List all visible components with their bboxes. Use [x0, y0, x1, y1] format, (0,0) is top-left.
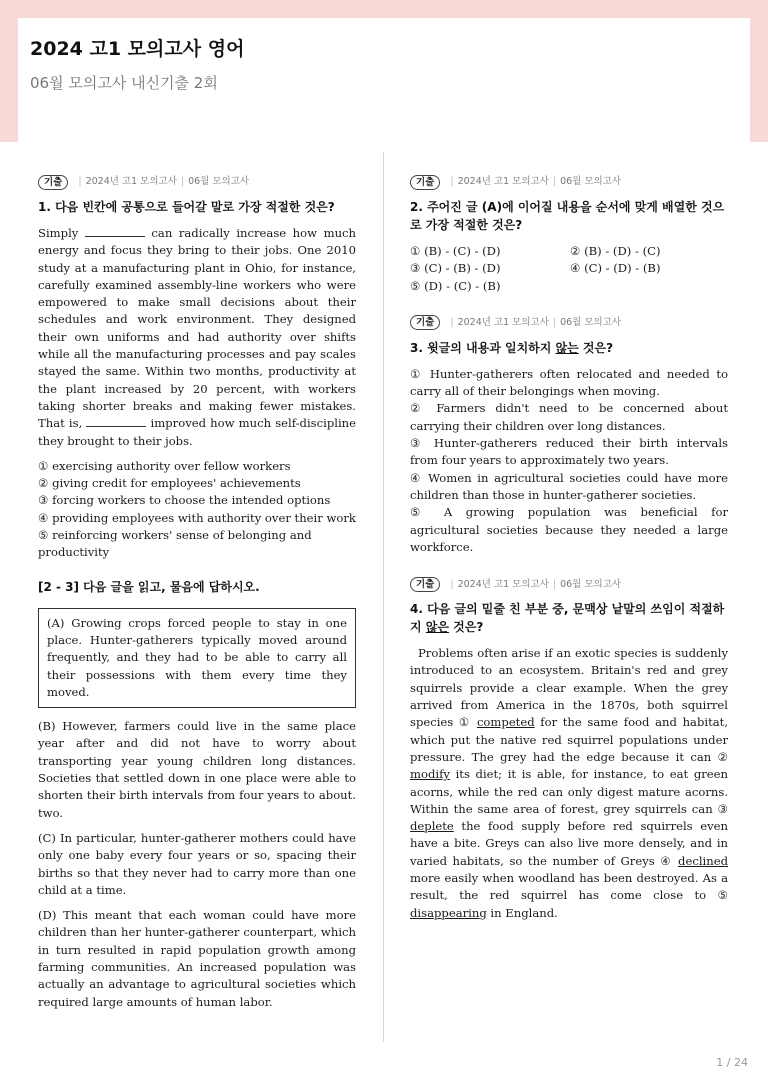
underlined-word-5: disappearing — [410, 905, 487, 920]
q3-option-1[interactable]: ① Hunter-gatherers often relocated and needed to carry all of their belongings when moving. — [410, 366, 728, 399]
source-month: 06월 모의고사 — [188, 176, 250, 188]
q2-options — [410, 243, 728, 295]
underlined-word-3: deplete — [410, 819, 454, 834]
source-badge: 기출 — [410, 175, 440, 190]
set-instruction: [2 - 3] 다음 글을 읽고, 물음에 답하시오. — [38, 579, 260, 594]
page-subtitle: 06월 모의고사 내신기출 2회 — [30, 74, 218, 92]
given-text-box: (A) Growing crops forced people to stay in one place. Hunter-gatherers typically moved around frequently, and they had to be able to carry all their possessions with them every time they moved. — [38, 608, 356, 708]
q3-option-2[interactable]: ② Farmers didn't need to be concerned about carrying their children over long distances. — [410, 401, 728, 433]
q2-option-5[interactable]: ⑤ (D) - (C) - (B) — [410, 278, 501, 293]
source-badge: 기출 — [410, 315, 440, 330]
q1-option-2[interactable]: ② giving credit for employees' achievements — [38, 476, 301, 491]
q2-option-3[interactable]: ③ (C) - (B) - (D) — [410, 261, 501, 276]
q3-option-5[interactable]: ⑤ A growing population was beneficial for agricultural societies because they needed a large workforce. — [410, 505, 728, 554]
q1-passage: Simply can radically increase how much energy and focus they bring to their jobs. One 2010 study at a manufacturing plant in Ohio, for instance, carefully examined assembly-line workers who were empowered to make small decisions about their schedules and work environment. They designed their own uniforms and had authority over shifts while all the manufacturing processes and pay scales stayed the same. Within two months, productivity at the plant increased by 20 percent, with workers taking shorter breaks and making fewer mistakes. That is, improved how much self-discipline they brought to their jobs. — [38, 226, 357, 448]
q1-option-1[interactable]: ① exercising authority over fellow workers — [38, 458, 291, 473]
q4-question: 4. 다음 글의 밑줄 친 부분 중, 문맥상 낱말의 쓰임이 적절하지 않은 것은? — [410, 602, 725, 635]
q1-option-3[interactable]: ③ forcing workers to choose the intended options — [38, 493, 331, 508]
q4-passage: Problems often arise if an exotic species is suddenly introduced to an ecosystem. Britain's red and grey squirrels provide a clear example. When the grey arrived from America in the 1870s, both squirrel species ① competed for the same food and habitat, which put the native red squirrel populations under pressure. The grey had the edge because it can ② modify its diet; it is able, for instance, to eat green acorns, while the red can only digest mature acorns. Within the same area of forest, grey squirrels can ③ deplete the food supply before red squirrels even have a bite. Greys can also live more densely, and in varied habitats, so the number of Greys ④ declined more easily when woodland has been destroyed. As a result, the red squirrel has come close to ⑤ disappearing in England. — [410, 646, 728, 920]
q1-options — [38, 458, 356, 562]
q2-question: 2. 주어진 글 (A)에 이어질 내용을 순서에 맞게 배열한 것으로 가장 적절한 것은? — [410, 200, 725, 232]
source-year: 2024년 고1 모의고사 — [85, 176, 177, 188]
paragraph-c: (C) In particular, hunter-gatherer mothers could have only one baby every four years or so, spacing their births so that they never had to carry more than one child at a time. — [38, 830, 356, 897]
source-tag-q1: 기출 | 2024년 고1 모의고사 | 06월 모의고사 — [38, 174, 356, 190]
paragraph-b: (B) However, farmers could live in the same place year after and did not have to worry about transporting year young children long distances. Societies that settled down in one place were able to shorten their birth intervals from four years to about. two. — [38, 719, 356, 820]
q1-option-4[interactable]: ④ providing employees with authority over their work — [38, 510, 356, 525]
q1-option-5[interactable]: ⑤ reinforcing workers' sense of belonging and productivity — [38, 528, 312, 560]
q2-option-2[interactable]: ② (B) - (D) - (C) — [570, 244, 661, 258]
source-tag-q2: 기출 | 2024년 고1 모의고사 | 06월 모의고사 — [410, 174, 728, 190]
page-title: 2024 고1 모의고사 영어 — [30, 38, 245, 60]
q3-option-3[interactable]: ③ Hunter-gatherers reduced their birth intervals from four years to approximately two years. — [410, 436, 728, 468]
source-badge: 기출 — [410, 577, 440, 592]
right-column — [410, 174, 728, 922]
q3-option-4[interactable]: ④ Women in agricultural societies could have more children than those in hunter-gatherer societies. — [410, 470, 728, 502]
blank-line — [86, 415, 146, 427]
underlined-word-2: modify — [410, 767, 450, 782]
underlined-word-1: competed — [476, 715, 535, 730]
page-number: 1 / 24 — [716, 1056, 748, 1069]
q2-option-4[interactable]: ④ (C) - (D) - (B) — [570, 261, 661, 276]
blank-line — [85, 225, 145, 237]
left-column — [38, 174, 356, 1011]
source-tag-q3: 기출 | 2024년 고1 모의고사 | 06월 모의고사 — [410, 315, 728, 331]
column-divider — [383, 152, 384, 1042]
q3-options — [410, 366, 728, 556]
q2-option-1[interactable]: ① (B) - (C) - (D) — [410, 244, 501, 258]
underlined-word-4: declined — [678, 853, 728, 868]
source-tag-q4: 기출 | 2024년 고1 모의고사 | 06월 모의고사 — [410, 576, 728, 592]
q1-question: 1. 다음 빈칸에 공통으로 들어갈 말로 가장 적절한 것은? — [38, 200, 335, 214]
source-badge: 기출 — [38, 175, 68, 190]
paragraph-d: (D) This meant that each woman could have more children than her hunter-gatherer counterpart, which in turn resulted in rapid population growth among farming communities. An increased population was actually an advantage to agricultural societies which required large amounts of human labor. — [38, 908, 356, 1009]
q3-question: 3. 윗글의 내용과 일치하지 않는 것은? — [410, 340, 614, 355]
